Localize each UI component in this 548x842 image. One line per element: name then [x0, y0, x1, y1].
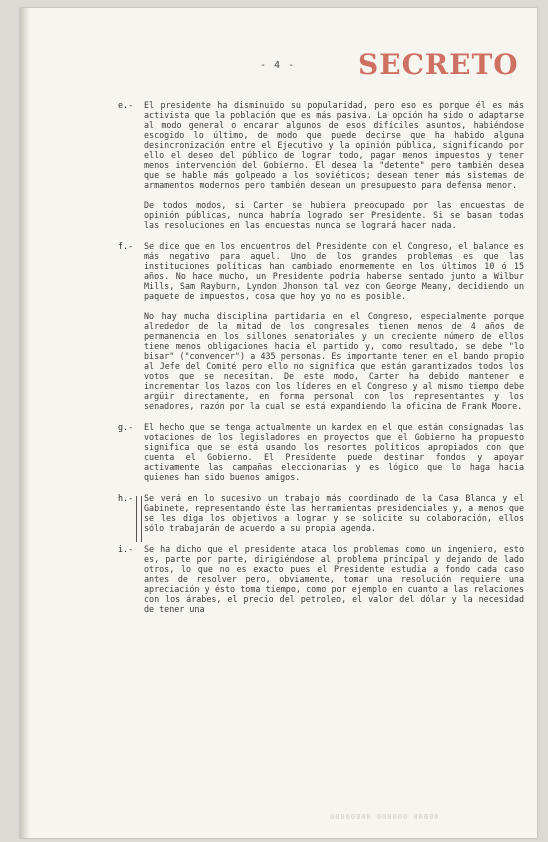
section-label: h.-: [118, 493, 134, 503]
page-edge-shadow: [20, 8, 30, 838]
section-label: g.-: [118, 422, 134, 432]
paragraph: Se ha dicho que el presidente ataca los problemas como un ingeniero, esto es, parte por parte, dirigiéndose al problema principal y dejando de lado otros, lo que no es exacto pues el Presidente estudia a fondo cada caso antes de resolver pero, obviamente, tomar una resolución requiere una apreciación y ésto toma tiempo, como por ejemplo en cuanto a las relaciones con los árabes, el precio del petroleo, el valor del dólar y la necesidad de tener una: [144, 544, 524, 614]
section-label: e.-: [118, 100, 134, 110]
section-label: i.-: [118, 544, 134, 554]
paragraph: De todos modos, si Carter se hubiera preocupado por las encuestas de opinión públicas, nunca habría logrado ser Presidente. Si se basan todas las resoluciones en las encuestas nunca se logrará hacer nada.: [144, 200, 524, 230]
section-label: f.-: [118, 241, 134, 251]
section-e: [118, 100, 524, 230]
page-number: - 4 -: [260, 60, 296, 71]
faint-footer-mark: 00000000 000000 00000: [330, 813, 440, 821]
secreto-stamp: SECRETO: [358, 48, 519, 81]
section-g: [118, 422, 524, 482]
document-page: [20, 8, 537, 838]
document-body: [118, 100, 524, 625]
paragraph: El presidente ha disminuido su popularidad, pero eso es porque él es más activista que la población que es más pasiva. La opción ha sido o adaptarse al modo general o encarar algunos de esos difíciles asuntos, habiéndose escogido lo último, de modo que puede decirse que ha habido alguna desincronización entre el Ejecutivo y la opinión pública, significando por ello el deseo del público de lograr todo, pagar menos impuestos y tener menos intervención del Gobierno. El desea la "detente" pero también desea que se hable más golpeado a los soviéticos; desean tener más sistemas de armamentos modernos pero también desean un presupuesto para defensa menor.: [144, 100, 524, 190]
paragraph: Se dice que en los encuentros del Presidente con el Congreso, el balance es más negativo para aquel. Uno de los grandes problemas es que las instituciones políticas han cambiado enormemente en los últimos 10 ó 15 años. No hace mucho, un Presidente podría haberse sentado junto a Wilbur Mills, Sam Rayburn, Lyndon Jhonson tal vez con George Meany, decidiendo un paquete de impuestos, cosa que hoy yo no es posible.: [144, 241, 524, 301]
section-i: [118, 544, 524, 614]
paragraph: No hay mucha disciplina partidaria en el Congreso, especialmente porque alrededor de la mitad de los congresales tienen menos de 4 años de permanencia en los sillones senatoriales y un creciente número de ellos tiene menos obligaciones hacia el partido y, como resultado, se debe "lo bisar" ("convencer") a 435 personas. Es importante tener en el bando propio al Jefe del Comité pero ello no significa que están garantizados todos los votos que se necesitan. De este modo, Carter ha debido mantener e incrementar los lazos con los líderes en el Congreso y al mismo tiempo debe argüir directamente, en forma personal con los representantes y los senadores, razón por la cual se está expandiendo la oficina de Frank Moore.: [144, 311, 524, 411]
paragraph: Se verá en lo sucesivo un trabajo más coordinado de la Casa Blanca y el Gabinete, representando éste las herramientas presidenciales y, a menos que se les diga los objetivos a lograr y se solicite su colaboración, ellos sólo trabajarán de acuerdo a su propia agenda.: [144, 493, 524, 533]
section-h: [118, 493, 524, 533]
handwritten-margin-mark: [136, 496, 142, 542]
paragraph: El hecho que se tenga actualmente un kardex en el que están consignadas las votaciones de los legisladores en proyectos que el Gobierno ha propuesto significa que se está usando los resortes políticos apropiados con que cuenta el Gobierno. El Presidente puede destinar fondos y apoyar activamente las campañas eleccionarias y es lógico que lo haga hacia quienes han sido buenos amigos.: [144, 422, 524, 482]
section-f: [118, 241, 524, 411]
